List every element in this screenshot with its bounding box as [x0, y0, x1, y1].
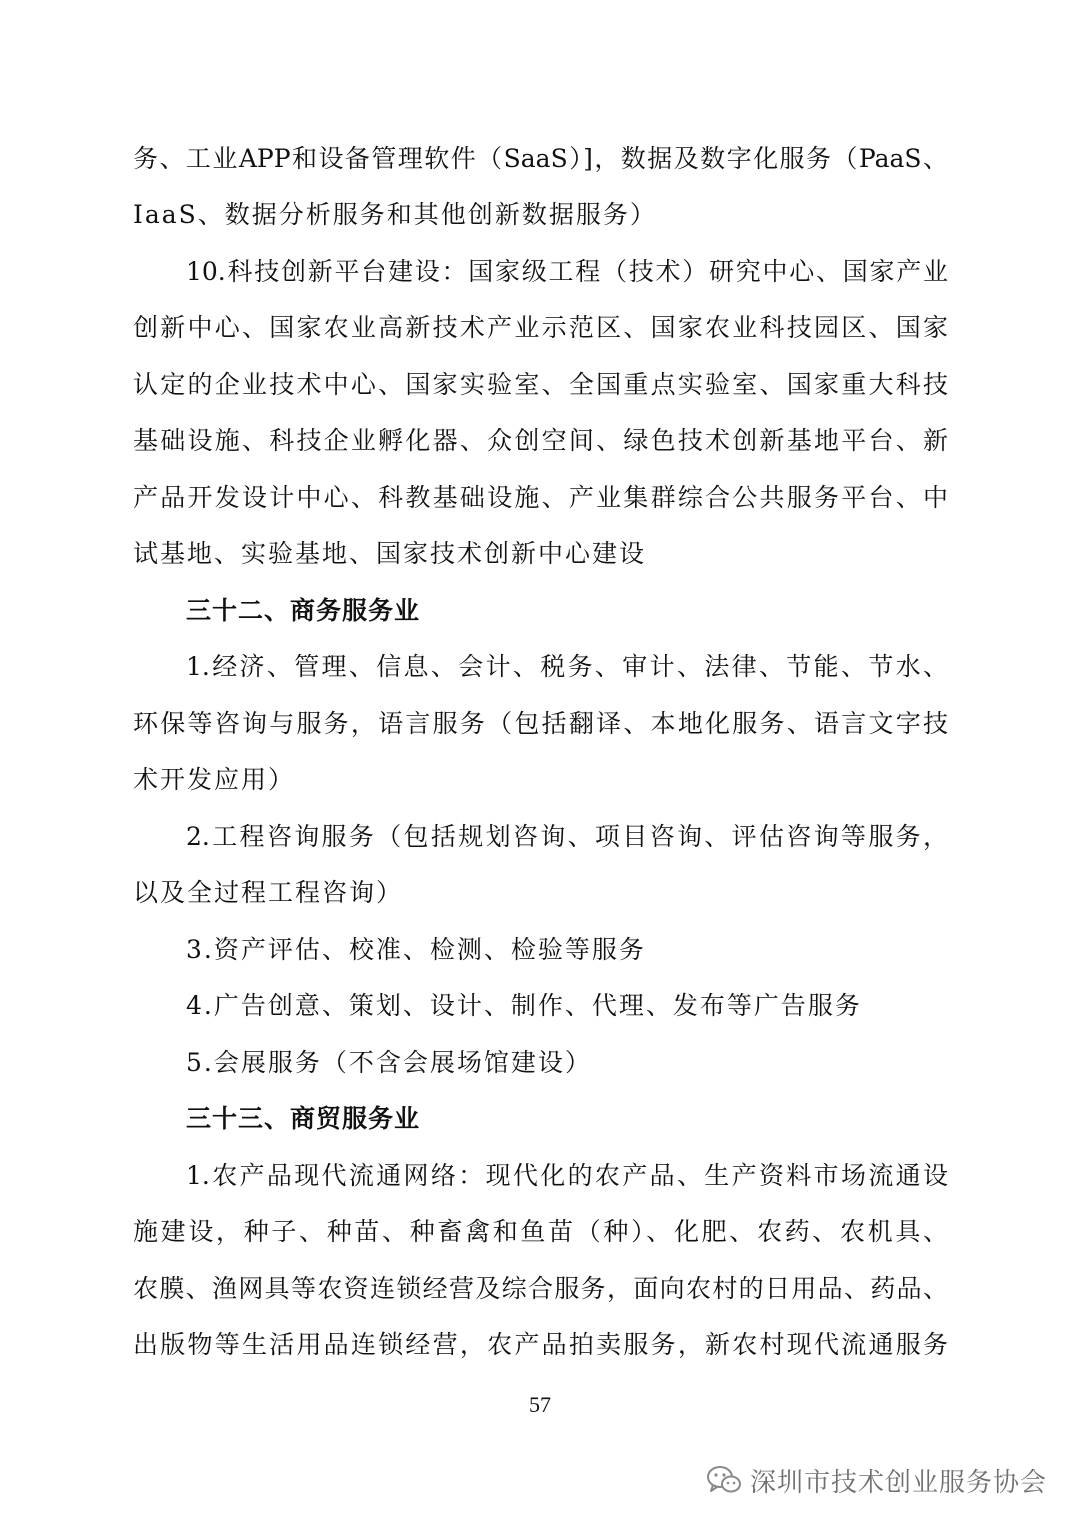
text-line: 认定的企业技术中心、国家实验室、全国重点实验室、国家重大科技	[133, 370, 948, 399]
text-line: 农膜、渔网具等农资连锁经营及综合服务，面向农村的日用品、药品、	[133, 1274, 948, 1303]
wechat-icon	[706, 1464, 742, 1496]
text-line: 基础设施、科技企业孵化器、众创空间、绿色技术创新基地平台、新	[133, 426, 948, 455]
text-line: 术开发应用）	[133, 765, 296, 794]
text-line: 产品开发设计中心、科教基础设施、产业集群综合公共服务平台、中	[133, 483, 948, 512]
watermark	[706, 1460, 1047, 1500]
paragraph-line: 4.广告创意、策划、设计、制作、代理、发布等广告服务	[186, 991, 862, 1020]
text-line: 务、工业APP和设备管理软件（SaaS）]，数据及数字化服务（PaaS、	[133, 144, 948, 173]
section-heading: 三十三、商贸服务业	[186, 1104, 421, 1133]
text-line: 试基地、实验基地、国家技术创新中心建设	[133, 539, 647, 568]
text-line: 出版物等生活用品连锁经营，农产品拍卖服务，新农村现代流通服务	[133, 1330, 948, 1359]
paragraph-line: 5.会展服务（不含会展场馆建设）	[186, 1048, 592, 1077]
paragraph-first-line: 1.农产品现代流通网络：现代化的农产品、生产资料市场流通设	[186, 1161, 948, 1190]
text-line: IaaS、数据分析服务和其他创新数据服务）	[133, 200, 657, 229]
text-line: 环保等咨询与服务，语言服务（包括翻译、本地化服务、语言文字技	[133, 709, 948, 738]
section-heading: 三十二、商务服务业	[186, 596, 421, 625]
paragraph-first-line: 2.工程咨询服务（包括规划咨询、项目咨询、评估咨询等服务，	[186, 822, 948, 851]
text-line: 以及全过程工程咨询）	[133, 878, 404, 907]
page-number: 57	[529, 1392, 551, 1417]
paragraph-first-line: 1.经济、管理、信息、会计、税务、审计、法律、节能、节水、	[186, 652, 948, 681]
watermark-text: 深圳市技术创业服务协会	[750, 1467, 1048, 1498]
text-line: 创新中心、国家农业高新技术产业示范区、国家农业科技园区、国家	[133, 313, 948, 342]
paragraph-first-line: 10.科技创新平台建设：国家级工程（技术）研究中心、国家产业	[186, 257, 948, 286]
text-line: 施建设，种子、种苗、种畜禽和鱼苗（种）、化肥、农药、农机具、	[133, 1217, 948, 1246]
paragraph-line: 3.资产评估、校准、检测、检验等服务	[186, 935, 646, 964]
